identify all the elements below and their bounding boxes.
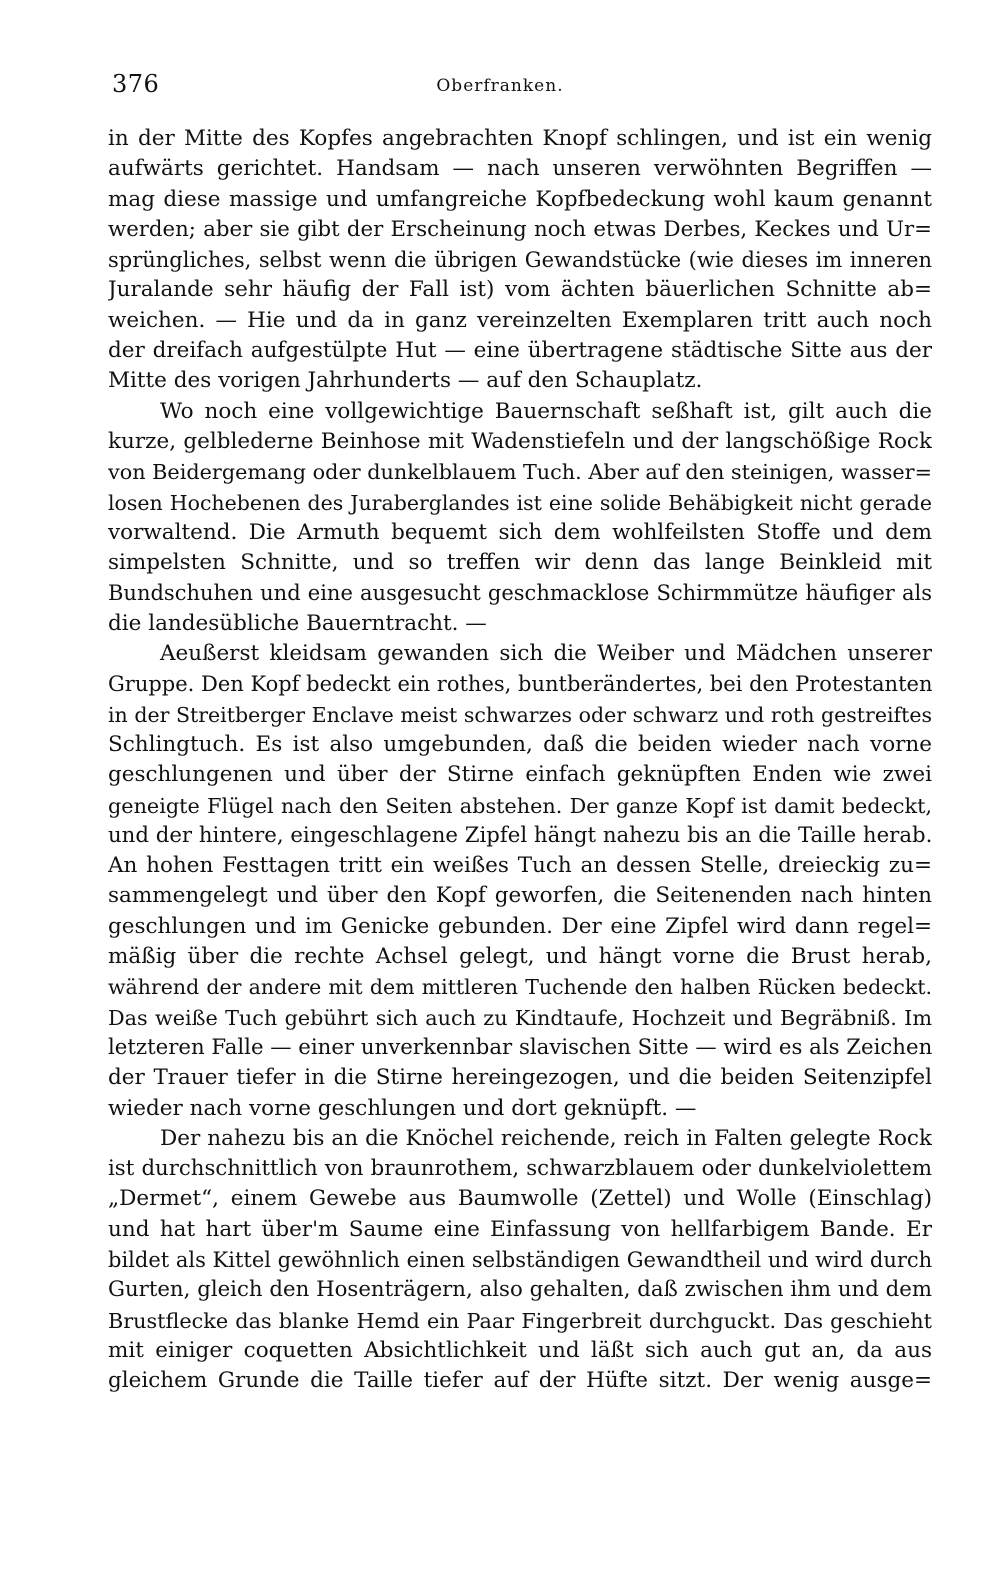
text-line: der dreifach aufgestülpte Hut — eine übertragene städtische Sitte aus der — [108, 338, 932, 364]
text-line: mäßig über die rechte Achsel gelegt, und hängt vorne die Brust herab, — [108, 944, 932, 970]
text-line: „Dermet“, einem Gewebe aus Baumwolle (Zettel) und Wolle (Einschlag) — [108, 1186, 932, 1212]
text-line: Gruppe. Den Kopf bedeckt ein rothes, buntberändertes, bei den Protestanten — [108, 672, 932, 697]
text-line: sammengelegt und über den Kopf geworfen, die Seitenenden nach hinten — [108, 883, 932, 909]
paragraph — [108, 639, 932, 1124]
text-line: wieder nach vorne geschlungen und dort geknüpft. — — [108, 1095, 697, 1121]
paragraph — [108, 397, 932, 639]
text-line: sprüngliches, selbst wenn die übrigen Gewandstücke (wie dieses im inneren — [108, 248, 932, 273]
text-line: geschlungenen und über der Stirne einfach geknüpften Enden wie zwei — [108, 762, 932, 788]
text-line: simpelsten Schnitte, und so treffen wir denn das lange Beinkleid mit — [108, 550, 932, 576]
text-line: An hohen Festtagen tritt ein weißes Tuch an dessen Stelle, dreieckig zu= — [108, 853, 932, 879]
running-head: Oberfranken. — [436, 76, 564, 96]
page-number: 376 — [112, 70, 160, 98]
text-line: Bundschuhen und eine ausgesucht geschmacklose Schirmmütze häufiger als — [108, 581, 932, 606]
text-line: der Trauer tiefer in die Stirne hereingezogen, und die beiden Seitenzipfel — [108, 1065, 932, 1091]
text-line: Juralande sehr häufig der Fall ist) vom ächten bäuerlichen Schnitte ab= — [108, 277, 932, 303]
text-line: losen Hochebenen des Juraberglandes ist eine solide Behäbigkeit nicht gerade — [108, 490, 932, 515]
text-line: Aeußerst kleidsam gewanden sich die Weiber und Mädchen unserer — [160, 641, 932, 667]
text-line: und hat hart über'm Saume eine Einfassung von hellfarbigem Bande. Er — [108, 1216, 932, 1242]
text-line: Mitte des vorigen Jahrhunderts — auf den Schauplatz. — [108, 368, 703, 394]
paragraph — [108, 124, 932, 397]
text-line: in der Streitberger Enclave meist schwarzes oder schwarz und roth gestreiftes — [108, 702, 932, 727]
text-line: die landesübliche Bauerntracht. — — [108, 610, 487, 636]
text-line: Das weiße Tuch gebührt sich auch zu Kindtaufe, Hochzeit und Begräbniß. Im — [108, 1005, 932, 1030]
text-line: und der hintere, eingeschlagene Zipfel hängt nahezu bis an die Taille herab. — [108, 822, 932, 848]
text-line: gleichem Grunde die Taille tiefer auf der Hüfte sitzt. Der wenig ausge= — [108, 1368, 932, 1394]
text-line: weichen. — Hie und da in ganz vereinzelten Exemplaren tritt auch noch — [108, 307, 932, 333]
text-line: ist durchschnittlich von braunrothem, schwarzblauem oder dunkelviolettem — [108, 1156, 932, 1182]
text-line: aufwärts gerichtet. Handsam — nach unseren verwöhnten Begriffen — — [108, 156, 932, 182]
text-line: mag diese massige und umfangreiche Kopfbedeckung wohl kaum genannt — [108, 186, 932, 212]
text-line: bildet als Kittel gewöhnlich einen selbständigen Gewandtheil und wird durch — [108, 1247, 932, 1272]
text-line: geneigte Flügel nach den Seiten abstehen. Der ganze Kopf ist damit bedeckt, — [108, 793, 932, 818]
text-line: mit einiger coquetten Absichtlichkeit und läßt sich auch gut an, da aus — [108, 1337, 932, 1363]
text-line: während der andere mit dem mittleren Tuchende den halben Rücken bedeckt. — [108, 975, 932, 1000]
text-line: Der nahezu bis an die Knöchel reichende, reich in Falten gelegte Rock — [160, 1125, 932, 1151]
text-line: Wo noch eine vollgewichtige Bauernschaft seßhaft ist, gilt auch die — [160, 398, 932, 424]
text-line: Gurten, gleich den Hosenträgern, also gehalten, daß zwischen ihm und dem — [108, 1277, 932, 1303]
text-line: vorwaltend. Die Armuth bequemt sich dem wohlfeilsten Stoffe und dem — [108, 519, 932, 545]
text-line: kurze, gelblederne Beinhose mit Wadenstiefeln und der langschößige Rock — [108, 428, 932, 454]
text-line: letzteren Falle — einer unverkennbar slavischen Sitte — wird es als Zeichen — [108, 1034, 932, 1060]
text-line: geschlungen und im Genicke gebunden. Der eine Zipfel wird dann regel= — [108, 913, 932, 939]
text-line: von Beidergemang oder dunkelblauem Tuch. Aber auf den steinigen, wasser= — [108, 460, 932, 485]
text-line: in der Mitte des Kopfes angebrachten Knopf schlingen, und ist ein wenig — [108, 126, 932, 151]
text-line: Schlingtuch. Es ist also umgebunden, daß die beiden wieder nach vorne — [108, 731, 932, 757]
text-line: Brustflecke das blanke Hemd ein Paar Fingerbreit durchguckt. Das geschieht — [108, 1308, 932, 1333]
paragraph — [108, 1124, 932, 1397]
body-text — [108, 124, 932, 1396]
text-line: werden; aber sie gibt der Erscheinung noch etwas Derbes, Keckes und Ur= — [108, 216, 932, 242]
